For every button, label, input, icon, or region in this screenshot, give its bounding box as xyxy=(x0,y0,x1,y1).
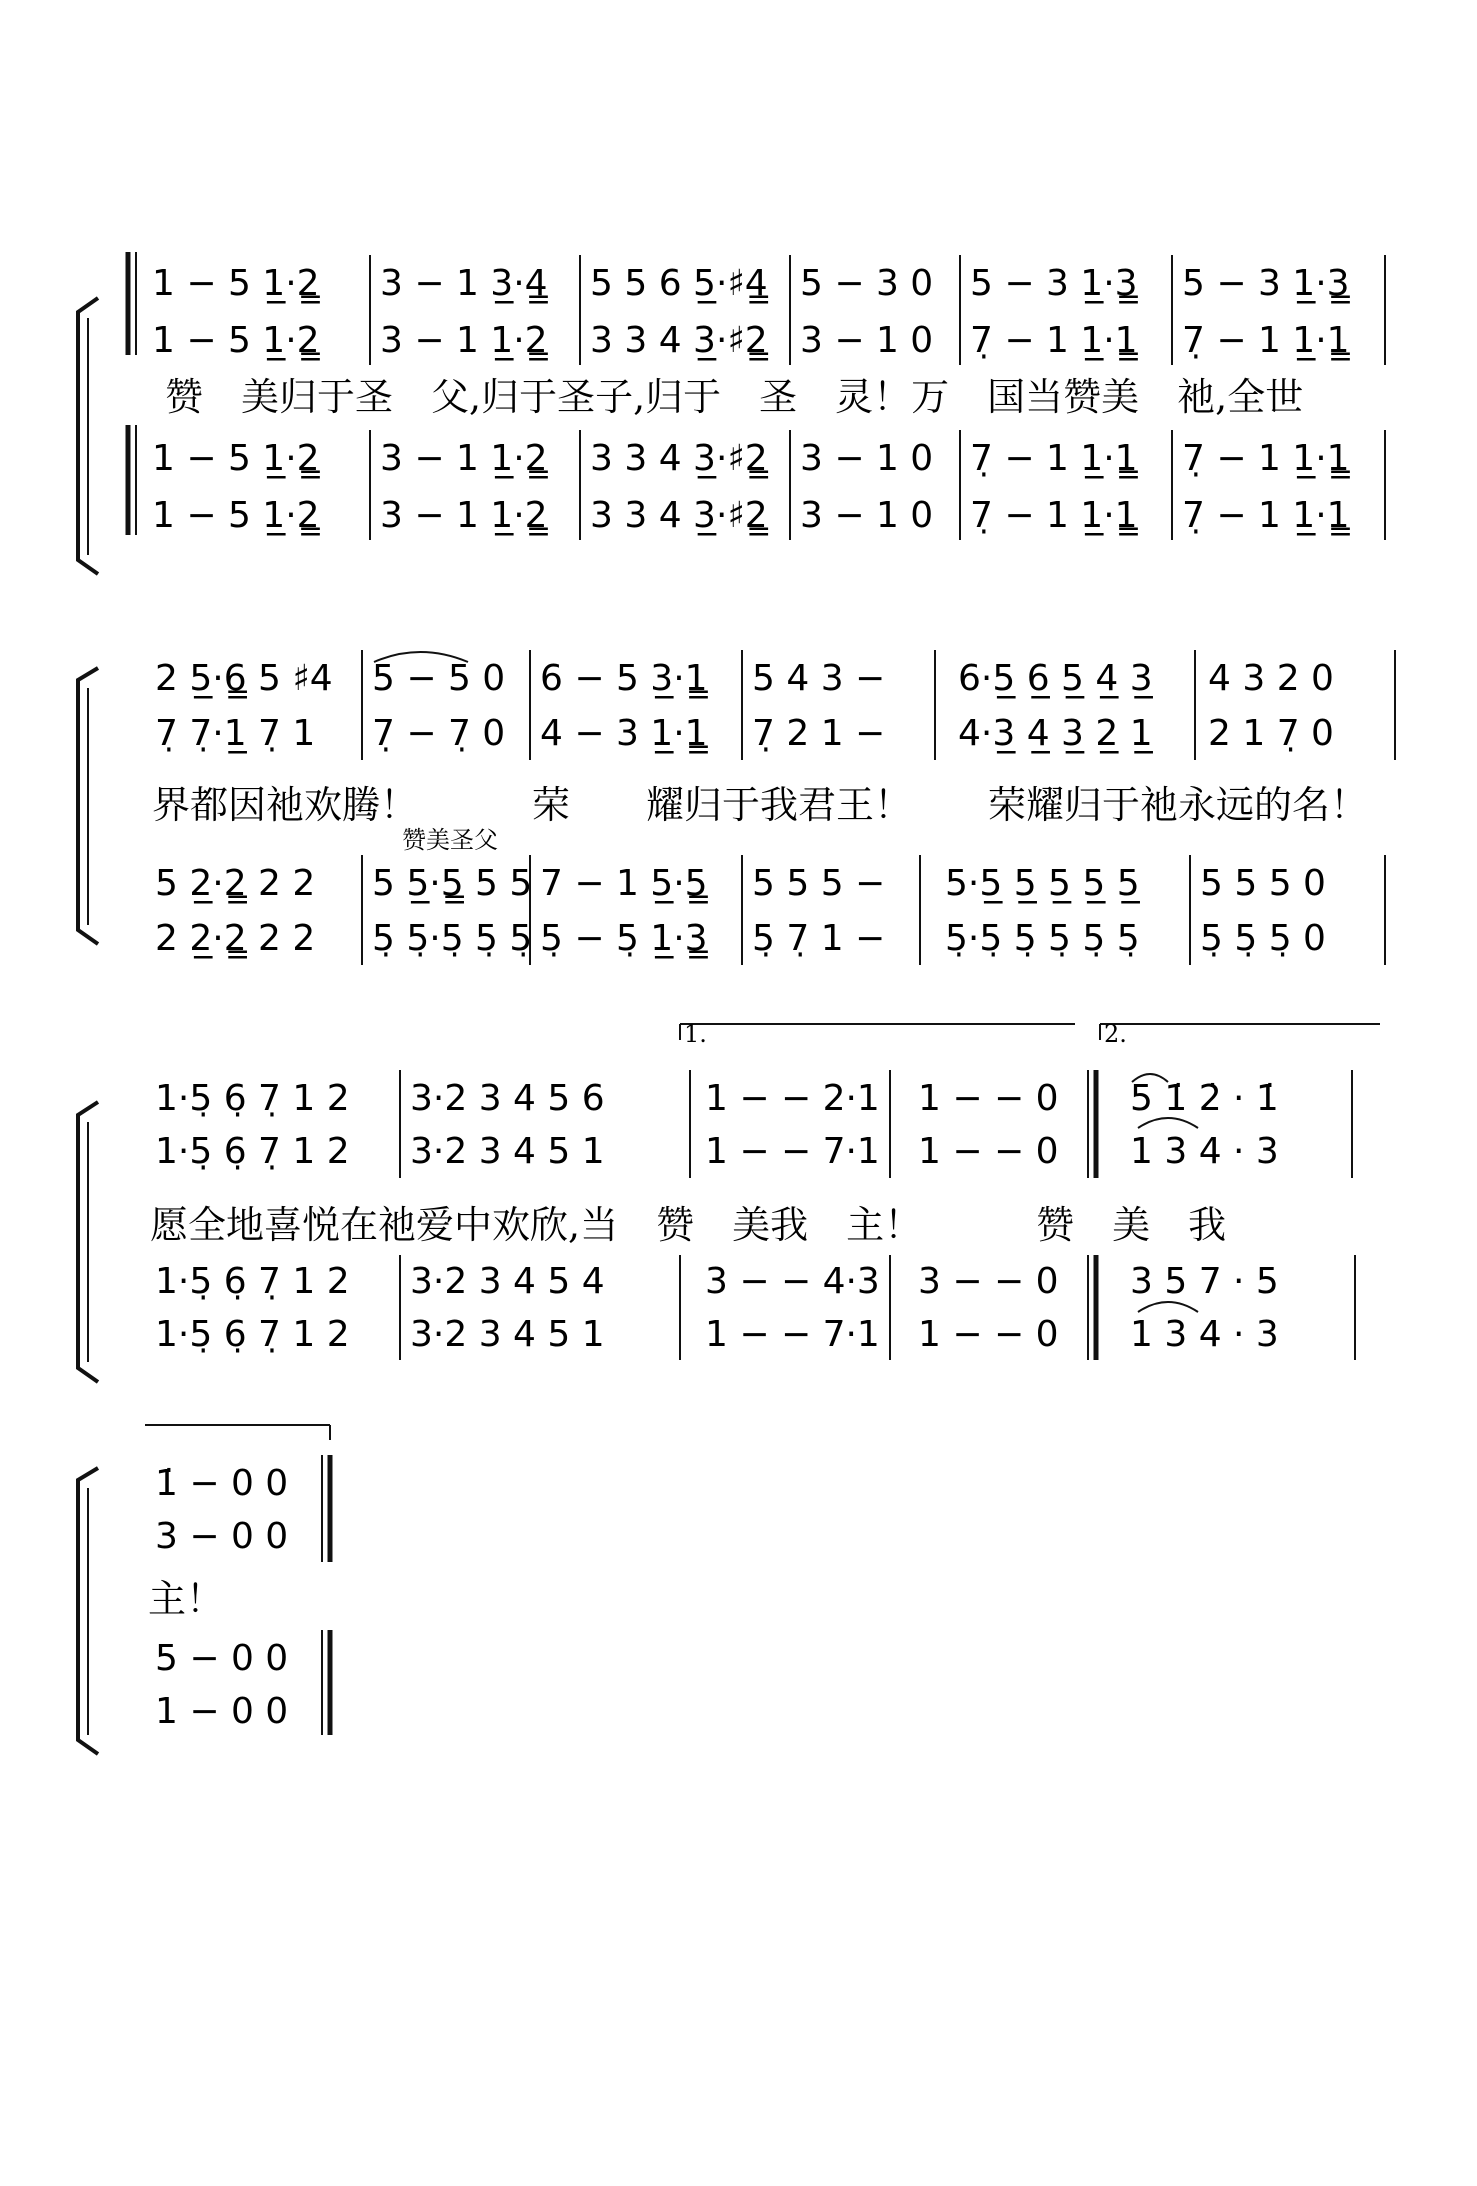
measure-tenor: 5 − 0 0 xyxy=(155,1638,289,1679)
measure: 5 1̇ 2̇ · 1̇ xyxy=(1130,1078,1279,1119)
lyrics-line: 主！ xyxy=(148,1577,225,1621)
volta-2 xyxy=(1100,1020,1380,1048)
lyric-annotation: 赞美圣父 xyxy=(402,826,498,854)
measure: 5 − 3 0 xyxy=(800,263,934,304)
measure: 5 5 5 0 xyxy=(1200,863,1326,904)
measure: 5 − 3 1̲·3̳ xyxy=(970,263,1138,304)
part-tenor xyxy=(155,863,1326,904)
measure: 6 − 5 3̲·1̳ xyxy=(540,658,708,699)
part-alto xyxy=(152,320,1351,361)
measure-soprano: 1̇ − 0 0 xyxy=(155,1463,289,1504)
part-bass xyxy=(152,495,1351,536)
lyrics-line: 界都因祂欢腾！ 荣 耀归于我君王！ 荣耀归于祂永远的名！ xyxy=(152,783,1369,827)
measure: 3 5 7 · 5 xyxy=(1130,1261,1279,1302)
measure: 7̣ 2 1 − xyxy=(752,713,886,754)
system-3 xyxy=(78,1020,1380,1382)
measure: 1 − − 7·1 xyxy=(705,1131,880,1172)
measure: 3 − 1 1̲·2̳ xyxy=(380,320,548,361)
part-soprano xyxy=(152,263,1351,304)
part-soprano xyxy=(155,658,1334,699)
part-bass xyxy=(155,1314,1279,1355)
measure: 1 3 4 · 3 xyxy=(1130,1314,1279,1355)
measure: 2 2̲·2̳ 2 2 xyxy=(155,918,316,959)
measure: 1 − − 0 xyxy=(918,1078,1059,1119)
measure: 5 5 6 5̲·♯4̳ xyxy=(590,263,768,304)
measure: 7̣ − 1 1̲·1̳ xyxy=(970,495,1138,536)
measure: 7̣ − 1 1̲·1̳ xyxy=(970,438,1138,479)
measure: 4·3̲ 4̲ 3̲ 2̲ 1̲ xyxy=(958,713,1153,754)
measure: 2 1 7̣ 0 xyxy=(1208,713,1334,754)
measure: 5̣ 5̣ 5̣ 0 xyxy=(1200,918,1326,959)
final-barline xyxy=(322,1455,330,1735)
measure: 3·2 3 4 5 6 xyxy=(410,1078,605,1119)
part-alto xyxy=(155,1131,1279,1172)
volta-1-label: 1. xyxy=(684,1020,707,1048)
measure: 5 4 3 − xyxy=(752,658,886,699)
measure: 1 − − 2·1 xyxy=(705,1078,880,1119)
measure: 7̣ 7̣·1̲ 7̣ 1 xyxy=(155,713,316,754)
volta-1 xyxy=(680,1020,1075,1048)
measure: 3 − − 4·3 xyxy=(705,1261,880,1302)
measure: 3·2 3 4 5 4 xyxy=(410,1261,605,1302)
part-tenor xyxy=(155,1261,1279,1302)
measure: 1 − − 0 xyxy=(918,1131,1059,1172)
measure: 7̣ − 1 1̲·1̳ xyxy=(970,320,1138,361)
measure-bass: 1 − 0 0 xyxy=(155,1691,289,1732)
measure: 7̣ − 1 1̲·1̳ xyxy=(1182,495,1350,536)
measure: 5̣ 5̣·5̣ 5̣ 5̣ xyxy=(372,918,533,959)
measure: 7̣ − 7̣ 0 xyxy=(372,713,506,754)
part-soprano xyxy=(155,1078,1279,1119)
measure: 7 − 1 5̲·5̳ xyxy=(540,863,708,904)
measure: 1 − 5 1̲·2̳ xyxy=(152,320,320,361)
measure: 1 − 5 1̲·2̳ xyxy=(152,263,320,304)
measure: 7̣ − 1 1̲·1̳ xyxy=(1182,320,1350,361)
measure: 5 5̲·5̳ 5 5 xyxy=(372,863,533,904)
measure: 5 5 5 − xyxy=(752,863,886,904)
measure: 1 − 5 1̲·2̳ xyxy=(152,438,320,479)
measure: 5 − 3 1̲·3̳ xyxy=(1182,263,1350,304)
measure: 3 − 1 1̲·2̳ xyxy=(380,495,548,536)
measure: 5·5̲ 5̲ 5̲ 5̲ 5̲ xyxy=(945,863,1140,904)
part-tenor xyxy=(152,438,1351,479)
measure: 3·2 3 4 5 1 xyxy=(410,1314,605,1355)
measure: 5 2̲·2̳ 2 2 xyxy=(155,863,316,904)
measure: 5̣ 7̣ 1 − xyxy=(752,918,886,959)
system-1 xyxy=(78,252,1385,574)
system-4 xyxy=(78,1425,330,1754)
slur-arc xyxy=(1138,1118,1198,1128)
volta-2-label: 2. xyxy=(1104,1020,1127,1048)
measure: 1 − − 0 xyxy=(918,1314,1059,1355)
measure: 7̣ − 1 1̲·1̳ xyxy=(1182,438,1350,479)
measure: 1·5̣ 6̣ 7̣ 1 2 xyxy=(155,1314,350,1355)
measure: 3 − − 0 xyxy=(918,1261,1059,1302)
measure: 4 − 3 1̲·1̳ xyxy=(540,713,708,754)
measure: 5 − 5 0 xyxy=(372,658,506,699)
measure: 3 3 4 3̲·♯2̳ xyxy=(590,438,768,479)
measure: 1 − 5 1̲·2̳ xyxy=(152,495,320,536)
measure: 6·5̲ 6̲ 5̲ 4̲ 3̲ xyxy=(958,658,1153,699)
lyrics-line: 赞 美归于圣 父,归于圣子,归于 圣 灵！万 国当赞美 祂,全世 xyxy=(165,375,1304,419)
measure: 1·5̣ 6̣ 7̣ 1 2 xyxy=(155,1131,350,1172)
measure-alto: 3 − 0 0 xyxy=(155,1516,289,1557)
measure: 3 3 4 3̲·♯2̳ xyxy=(590,495,768,536)
measure: 3·2 3 4 5 1 xyxy=(410,1131,605,1172)
measure: 5̣ − 5̣ 1̲·3̳ xyxy=(540,918,708,959)
measure: 3 − 1 3̲·4̳ xyxy=(380,263,548,304)
measure: 3 − 1 0 xyxy=(800,495,934,536)
measure: 3 − 1 0 xyxy=(800,320,934,361)
measure: 5̣·5̣ 5̣ 5̣ 5̣ 5̣ xyxy=(945,918,1140,959)
lyrics-line: 愿全地喜悦在祂爱中欢欣,当 赞 美我 主！ 赞 美 我 xyxy=(150,1203,1227,1247)
measure: 2 5̲·6̳ 5 ♯4 xyxy=(155,658,333,699)
measure: 1 − − 7·1 xyxy=(705,1314,880,1355)
measure: 3 3 4 3̲·♯2̳ xyxy=(590,320,768,361)
measure: 3 − 1 0 xyxy=(800,438,934,479)
system-2 xyxy=(78,650,1395,965)
measure: 3 − 1 1̲·2̳ xyxy=(380,438,548,479)
part-bass xyxy=(155,918,1326,959)
part-alto xyxy=(155,713,1334,754)
measure: 4 3 2 0 xyxy=(1208,658,1334,699)
measure: 1·5̣ 6̣ 7̣ 1 2 xyxy=(155,1261,350,1302)
measure: 1 3 4 · 3 xyxy=(1130,1131,1279,1172)
slur-arc xyxy=(1138,1302,1198,1312)
measure: 1·5̣ 6̣ 7̣ 1 2 xyxy=(155,1078,350,1119)
